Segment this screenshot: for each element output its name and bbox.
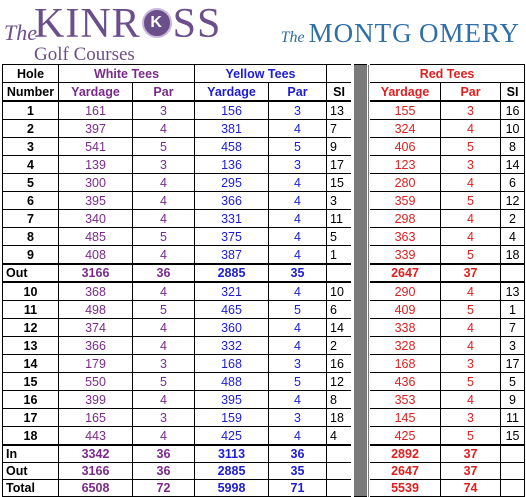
kinross-logo-subtitle: Golf Courses	[34, 44, 135, 65]
hole-number: 3	[3, 138, 59, 156]
yellow-par: 4	[269, 174, 327, 192]
yellow-yardage-total: 2885	[195, 264, 269, 282]
hole-row	[3, 427, 525, 446]
header	[0, 0, 526, 64]
red-par: 5	[441, 138, 501, 156]
white-yardage: 399	[59, 391, 133, 409]
red-tees-header: Red Tees	[369, 65, 525, 83]
hole-row	[3, 282, 525, 301]
hole-number: 6	[3, 192, 59, 210]
yellow-yardage-total: 3113	[195, 445, 269, 463]
yellow-yardage: 395	[195, 391, 269, 409]
yellow-si-blank	[327, 264, 353, 282]
hole-number: 8	[3, 228, 59, 246]
white-yardage-header: Yardage	[59, 83, 133, 102]
yellow-si-blank	[327, 463, 353, 480]
white-yardage: 368	[59, 282, 133, 301]
red-yardage: 359	[369, 192, 441, 210]
kinross-name-part-b: SS	[172, 1, 222, 47]
red-si: 15	[501, 427, 525, 446]
red-yardage: 290	[369, 282, 441, 301]
yellow-yardage-header: Yardage	[195, 83, 269, 102]
yellow-par: 4	[269, 210, 327, 228]
white-par: 3	[133, 156, 195, 174]
scorecard-body	[3, 65, 525, 497]
red-si: 8	[501, 138, 525, 156]
white-par: 4	[133, 210, 195, 228]
white-par: 3	[133, 355, 195, 373]
hole-row	[3, 174, 525, 192]
red-yardage: 363	[369, 228, 441, 246]
yellow-par-header: Par	[269, 83, 327, 102]
white-yardage: 408	[59, 246, 133, 265]
white-yardage: 395	[59, 192, 133, 210]
red-si: 7	[501, 319, 525, 337]
white-yardage: 139	[59, 156, 133, 174]
red-si: 4	[501, 228, 525, 246]
red-yardage: 425	[369, 427, 441, 446]
yellow-par-total: 36	[269, 445, 327, 463]
yellow-si: 3	[327, 192, 353, 210]
yellow-par: 4	[269, 120, 327, 138]
summary-label: In	[3, 445, 59, 463]
hole-row	[3, 210, 525, 228]
white-yardage: 374	[59, 319, 133, 337]
yellow-yardage-total: 5998	[195, 480, 269, 497]
red-par: 4	[441, 337, 501, 355]
red-yardage: 324	[369, 120, 441, 138]
yellow-si: 1	[327, 246, 353, 265]
hole-number: 16	[3, 391, 59, 409]
white-yardage: 161	[59, 101, 133, 120]
red-si: 16	[501, 101, 525, 120]
red-par-total: 37	[441, 264, 501, 282]
red-par: 5	[441, 301, 501, 319]
red-yardage: 123	[369, 156, 441, 174]
hole-row	[3, 319, 525, 337]
white-par: 3	[133, 101, 195, 120]
red-si-header: SI	[501, 83, 525, 102]
yellow-yardage: 488	[195, 373, 269, 391]
blank-header	[327, 65, 353, 83]
red-si: 17	[501, 355, 525, 373]
yellow-yardage: 331	[195, 210, 269, 228]
yellow-yardage: 332	[195, 337, 269, 355]
red-par: 3	[441, 156, 501, 174]
hole-number: 1	[3, 101, 59, 120]
white-yardage: 485	[59, 228, 133, 246]
white-par-total: 36	[133, 264, 195, 282]
yellow-par: 3	[269, 409, 327, 427]
summary-row-in	[3, 445, 525, 463]
montgomery-logo	[281, 18, 520, 49]
red-si: 6	[501, 174, 525, 192]
white-par: 4	[133, 337, 195, 355]
hole-number: 15	[3, 373, 59, 391]
hole-number: 14	[3, 355, 59, 373]
red-par: 5	[441, 373, 501, 391]
summary-row-out1	[3, 264, 525, 282]
hole-number: 2	[3, 120, 59, 138]
yellow-par: 5	[269, 138, 327, 156]
yellow-si: 5	[327, 228, 353, 246]
red-yardage: 406	[369, 138, 441, 156]
red-si: 9	[501, 391, 525, 409]
white-par: 4	[133, 427, 195, 446]
red-si: 1	[501, 301, 525, 319]
red-par-total: 74	[441, 480, 501, 497]
yellow-par: 4	[269, 192, 327, 210]
red-yardage: 280	[369, 174, 441, 192]
red-par: 5	[441, 192, 501, 210]
yellow-yardage: 375	[195, 228, 269, 246]
yellow-si: 15	[327, 174, 353, 192]
hole-row	[3, 246, 525, 265]
summary-row-out2	[3, 463, 525, 480]
red-yardage: 436	[369, 373, 441, 391]
yellow-yardage: 381	[195, 120, 269, 138]
yellow-yardage: 458	[195, 138, 269, 156]
yellow-si: 18	[327, 409, 353, 427]
white-yardage: 300	[59, 174, 133, 192]
red-par-total: 37	[441, 463, 501, 480]
yellow-yardage: 425	[195, 427, 269, 446]
hole-number: 13	[3, 337, 59, 355]
hole-row	[3, 391, 525, 409]
yellow-par-total: 71	[269, 480, 327, 497]
summary-row-total	[3, 480, 525, 497]
yellow-yardage: 295	[195, 174, 269, 192]
yellow-si: 11	[327, 210, 353, 228]
white-par: 3	[133, 409, 195, 427]
white-par: 4	[133, 120, 195, 138]
yellow-yardage: 387	[195, 246, 269, 265]
hole-number: 17	[3, 409, 59, 427]
white-yardage: 498	[59, 301, 133, 319]
yellow-par: 4	[269, 391, 327, 409]
white-yardage: 366	[59, 337, 133, 355]
kinross-logo-name	[34, 0, 221, 48]
red-si-blank	[501, 445, 525, 463]
yellow-yardage: 360	[195, 319, 269, 337]
hole-row	[3, 409, 525, 427]
red-yardage: 168	[369, 355, 441, 373]
yellow-si: 4	[327, 427, 353, 446]
hole-row	[3, 120, 525, 138]
yellow-par: 3	[269, 156, 327, 174]
hole-number: 10	[3, 282, 59, 301]
red-yardage: 353	[369, 391, 441, 409]
yellow-si: 13	[327, 101, 353, 120]
red-yardage-total: 5539	[369, 480, 441, 497]
montgomery-logo-name: MONTG OMERY	[308, 18, 520, 48]
white-par: 4	[133, 174, 195, 192]
red-yardage-total: 2647	[369, 463, 441, 480]
yellow-par-total: 35	[269, 463, 327, 480]
yellow-yardage: 156	[195, 101, 269, 120]
red-par-header: Par	[441, 83, 501, 102]
white-yardage: 443	[59, 427, 133, 446]
yellow-yardage: 366	[195, 192, 269, 210]
yellow-si: 16	[327, 355, 353, 373]
yellow-si: 2	[327, 337, 353, 355]
red-si-blank	[501, 463, 525, 480]
red-si: 12	[501, 192, 525, 210]
red-par: 5	[441, 246, 501, 265]
white-yardage: 397	[59, 120, 133, 138]
yellow-tees-header: Yellow Tees	[195, 65, 327, 83]
white-par: 4	[133, 246, 195, 265]
yellow-yardage: 321	[195, 282, 269, 301]
yellow-par: 4	[269, 337, 327, 355]
hole-row	[3, 301, 525, 319]
yellow-yardage: 159	[195, 409, 269, 427]
red-par: 3	[441, 101, 501, 120]
white-yardage: 165	[59, 409, 133, 427]
white-par-total: 36	[133, 463, 195, 480]
white-par: 4	[133, 282, 195, 301]
red-par: 4	[441, 391, 501, 409]
yellow-si: 8	[327, 391, 353, 409]
yellow-si: 14	[327, 319, 353, 337]
kinross-logo-the: The	[4, 20, 37, 45]
yellow-par: 5	[269, 373, 327, 391]
yellow-par: 5	[269, 301, 327, 319]
red-si: 11	[501, 409, 525, 427]
red-par: 4	[441, 120, 501, 138]
hole-number: 5	[3, 174, 59, 192]
hole-header: Hole	[3, 65, 59, 83]
header-row-tees	[3, 65, 525, 83]
hole-row	[3, 373, 525, 391]
white-yardage-total: 3342	[59, 445, 133, 463]
red-par: 4	[441, 210, 501, 228]
red-par: 4	[441, 319, 501, 337]
white-yardage: 550	[59, 373, 133, 391]
header-row-fields	[3, 83, 525, 102]
yellow-si: 12	[327, 373, 353, 391]
yellow-yardage: 168	[195, 355, 269, 373]
yellow-par: 4	[269, 228, 327, 246]
red-si: 13	[501, 282, 525, 301]
yellow-par: 3	[269, 355, 327, 373]
hole-number: 7	[3, 210, 59, 228]
yellow-yardage-total: 2885	[195, 463, 269, 480]
red-par-total: 37	[441, 445, 501, 463]
hole-number: 4	[3, 156, 59, 174]
red-si: 2	[501, 210, 525, 228]
white-yardage: 340	[59, 210, 133, 228]
hole-row	[3, 192, 525, 210]
red-yardage-header: Yardage	[369, 83, 441, 102]
hole-row	[3, 228, 525, 246]
yellow-par: 4	[269, 246, 327, 265]
white-yardage-total: 3166	[59, 264, 133, 282]
yellow-si: 10	[327, 282, 353, 301]
yellow-si-blank	[327, 480, 353, 497]
white-par: 5	[133, 228, 195, 246]
hole-row	[3, 355, 525, 373]
white-par: 5	[133, 301, 195, 319]
hole-row	[3, 138, 525, 156]
kinross-name-part-a: KINR	[34, 1, 141, 47]
white-par: 4	[133, 319, 195, 337]
yellow-si: 9	[327, 138, 353, 156]
hole-row	[3, 101, 525, 120]
red-yardage-total: 2892	[369, 445, 441, 463]
hole-number: 9	[3, 246, 59, 265]
white-par: 5	[133, 373, 195, 391]
red-par: 5	[441, 427, 501, 446]
yellow-yardage: 465	[195, 301, 269, 319]
yellow-par: 4	[269, 427, 327, 446]
red-si: 10	[501, 120, 525, 138]
red-yardage: 298	[369, 210, 441, 228]
red-si: 3	[501, 337, 525, 355]
white-yardage: 541	[59, 138, 133, 156]
red-par: 3	[441, 409, 501, 427]
red-yardage: 409	[369, 301, 441, 319]
white-par-total: 36	[133, 445, 195, 463]
hole-number: 18	[3, 427, 59, 446]
hole-row	[3, 156, 525, 174]
hole-row	[3, 337, 525, 355]
summary-label: Out	[3, 463, 59, 480]
red-si: 5	[501, 373, 525, 391]
red-yardage: 145	[369, 409, 441, 427]
hole-number: 12	[3, 319, 59, 337]
red-par: 4	[441, 228, 501, 246]
yellow-par: 4	[269, 319, 327, 337]
red-si: 18	[501, 246, 525, 265]
yellow-si: 7	[327, 120, 353, 138]
red-yardage: 328	[369, 337, 441, 355]
column-divider	[353, 65, 369, 497]
white-par: 5	[133, 138, 195, 156]
red-par: 4	[441, 174, 501, 192]
white-par-header: Par	[133, 83, 195, 102]
red-yardage: 155	[369, 101, 441, 120]
yellow-si: 17	[327, 156, 353, 174]
red-yardage: 339	[369, 246, 441, 265]
white-yardage-total: 6508	[59, 480, 133, 497]
kinross-badge-icon: K	[142, 8, 172, 38]
white-par: 4	[133, 192, 195, 210]
summary-label: Out	[3, 264, 59, 282]
yellow-par: 3	[269, 101, 327, 120]
red-si-blank	[501, 480, 525, 497]
summary-label: Total	[3, 480, 59, 497]
yellow-si-blank	[327, 445, 353, 463]
white-par: 4	[133, 391, 195, 409]
yellow-si: 6	[327, 301, 353, 319]
white-par-total: 72	[133, 480, 195, 497]
yellow-si-header: SI	[327, 83, 353, 102]
yellow-par-total: 35	[269, 264, 327, 282]
red-si-blank	[501, 264, 525, 282]
number-header: Number	[3, 83, 59, 102]
red-yardage: 338	[369, 319, 441, 337]
hole-number: 11	[3, 301, 59, 319]
white-tees-header: White Tees	[59, 65, 195, 83]
scorecard-table	[2, 64, 525, 497]
red-yardage-total: 2647	[369, 264, 441, 282]
red-par: 3	[441, 355, 501, 373]
white-yardage-total: 3166	[59, 463, 133, 480]
white-yardage: 179	[59, 355, 133, 373]
yellow-yardage: 136	[195, 156, 269, 174]
red-par: 4	[441, 282, 501, 301]
red-si: 14	[501, 156, 525, 174]
montgomery-logo-the: The	[280, 29, 305, 46]
yellow-par: 4	[269, 282, 327, 301]
